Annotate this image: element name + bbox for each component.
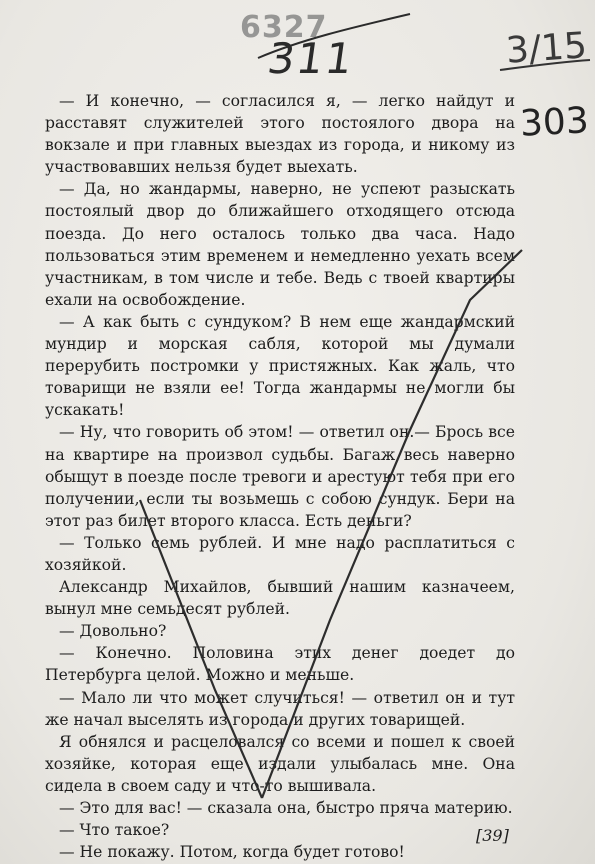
handwritten-page-number: 311 (264, 34, 358, 83)
paragraph: Александр Михайлов, бывший нашим казначеем, вынул мне семьдесят рублей. (45, 578, 515, 619)
paragraph: — Мало ли что может случиться! — ответил он и тут же начал выселять из города и других товарищей. (45, 688, 515, 729)
page-number: [39] (476, 826, 509, 845)
paragraph: — Только семь рублей. И мне надо расплатиться с хозяйкой. (45, 533, 515, 574)
body-text (45, 90, 515, 863)
handwritten-margin-note-top: 3/15 (504, 25, 589, 72)
paragraph: — А как быть с сундуком? В нем еще жандармский мундир и морская сабля, которой мы думали перерубить постромки у пристяжных. Как жаль, что товарищи не взяли ее! Тогда жандармы не могли бы ускакать! (45, 312, 515, 420)
paragraph: — Да, но жандармы, наверно, не успеют разыскать постоялый двор до ближайшего отходящего отсюда поезда. До него осталось только два часа. Надо пользоваться этим временем и немедленно уехать всем участникам, в том числе и тебе. Ведь с твоей квартиры ехали на освобождение. (45, 180, 515, 309)
paragraph: — Довольно? (59, 622, 167, 641)
paragraph: — Конечно. Половина этих денег доедет до Петербурга целой. Можно и меньше. (45, 644, 515, 685)
paragraph: — Не покажу. Потом, когда будет готово! (59, 843, 405, 862)
archive-stamp-number: 6327 (240, 10, 328, 45)
paragraph: — Это для вас! — сказала она, быстро пряча материю. (59, 799, 513, 817)
paragraph: — Что такое? (59, 821, 170, 840)
paragraph: — Ну, что говорить об этом! — ответил он.— Брось все на квартире на произвол судьбы. Багаж весь наверно обыщут в поезде после тревоги и арестуют тебя при его получении, если ты возьмешь с собою сундук. Бери на этот раз билет второго класса. Есть деньги? (45, 423, 515, 530)
paragraph: — И конечно, — согласился я, — легко найдут и расставят служителей этого постоялого двора на вокзале и при главных выездах из города, и никому из участвовавших нельзя будет выехать. (45, 92, 515, 177)
paragraph: Я обнялся и расцеловался со всеми и пошел к своей хозяйке, которая еще издали улыбалась мне. Она сидела в своем саду и что-то вышивала. (45, 732, 515, 795)
handwritten-margin-note: 303 (518, 100, 590, 145)
